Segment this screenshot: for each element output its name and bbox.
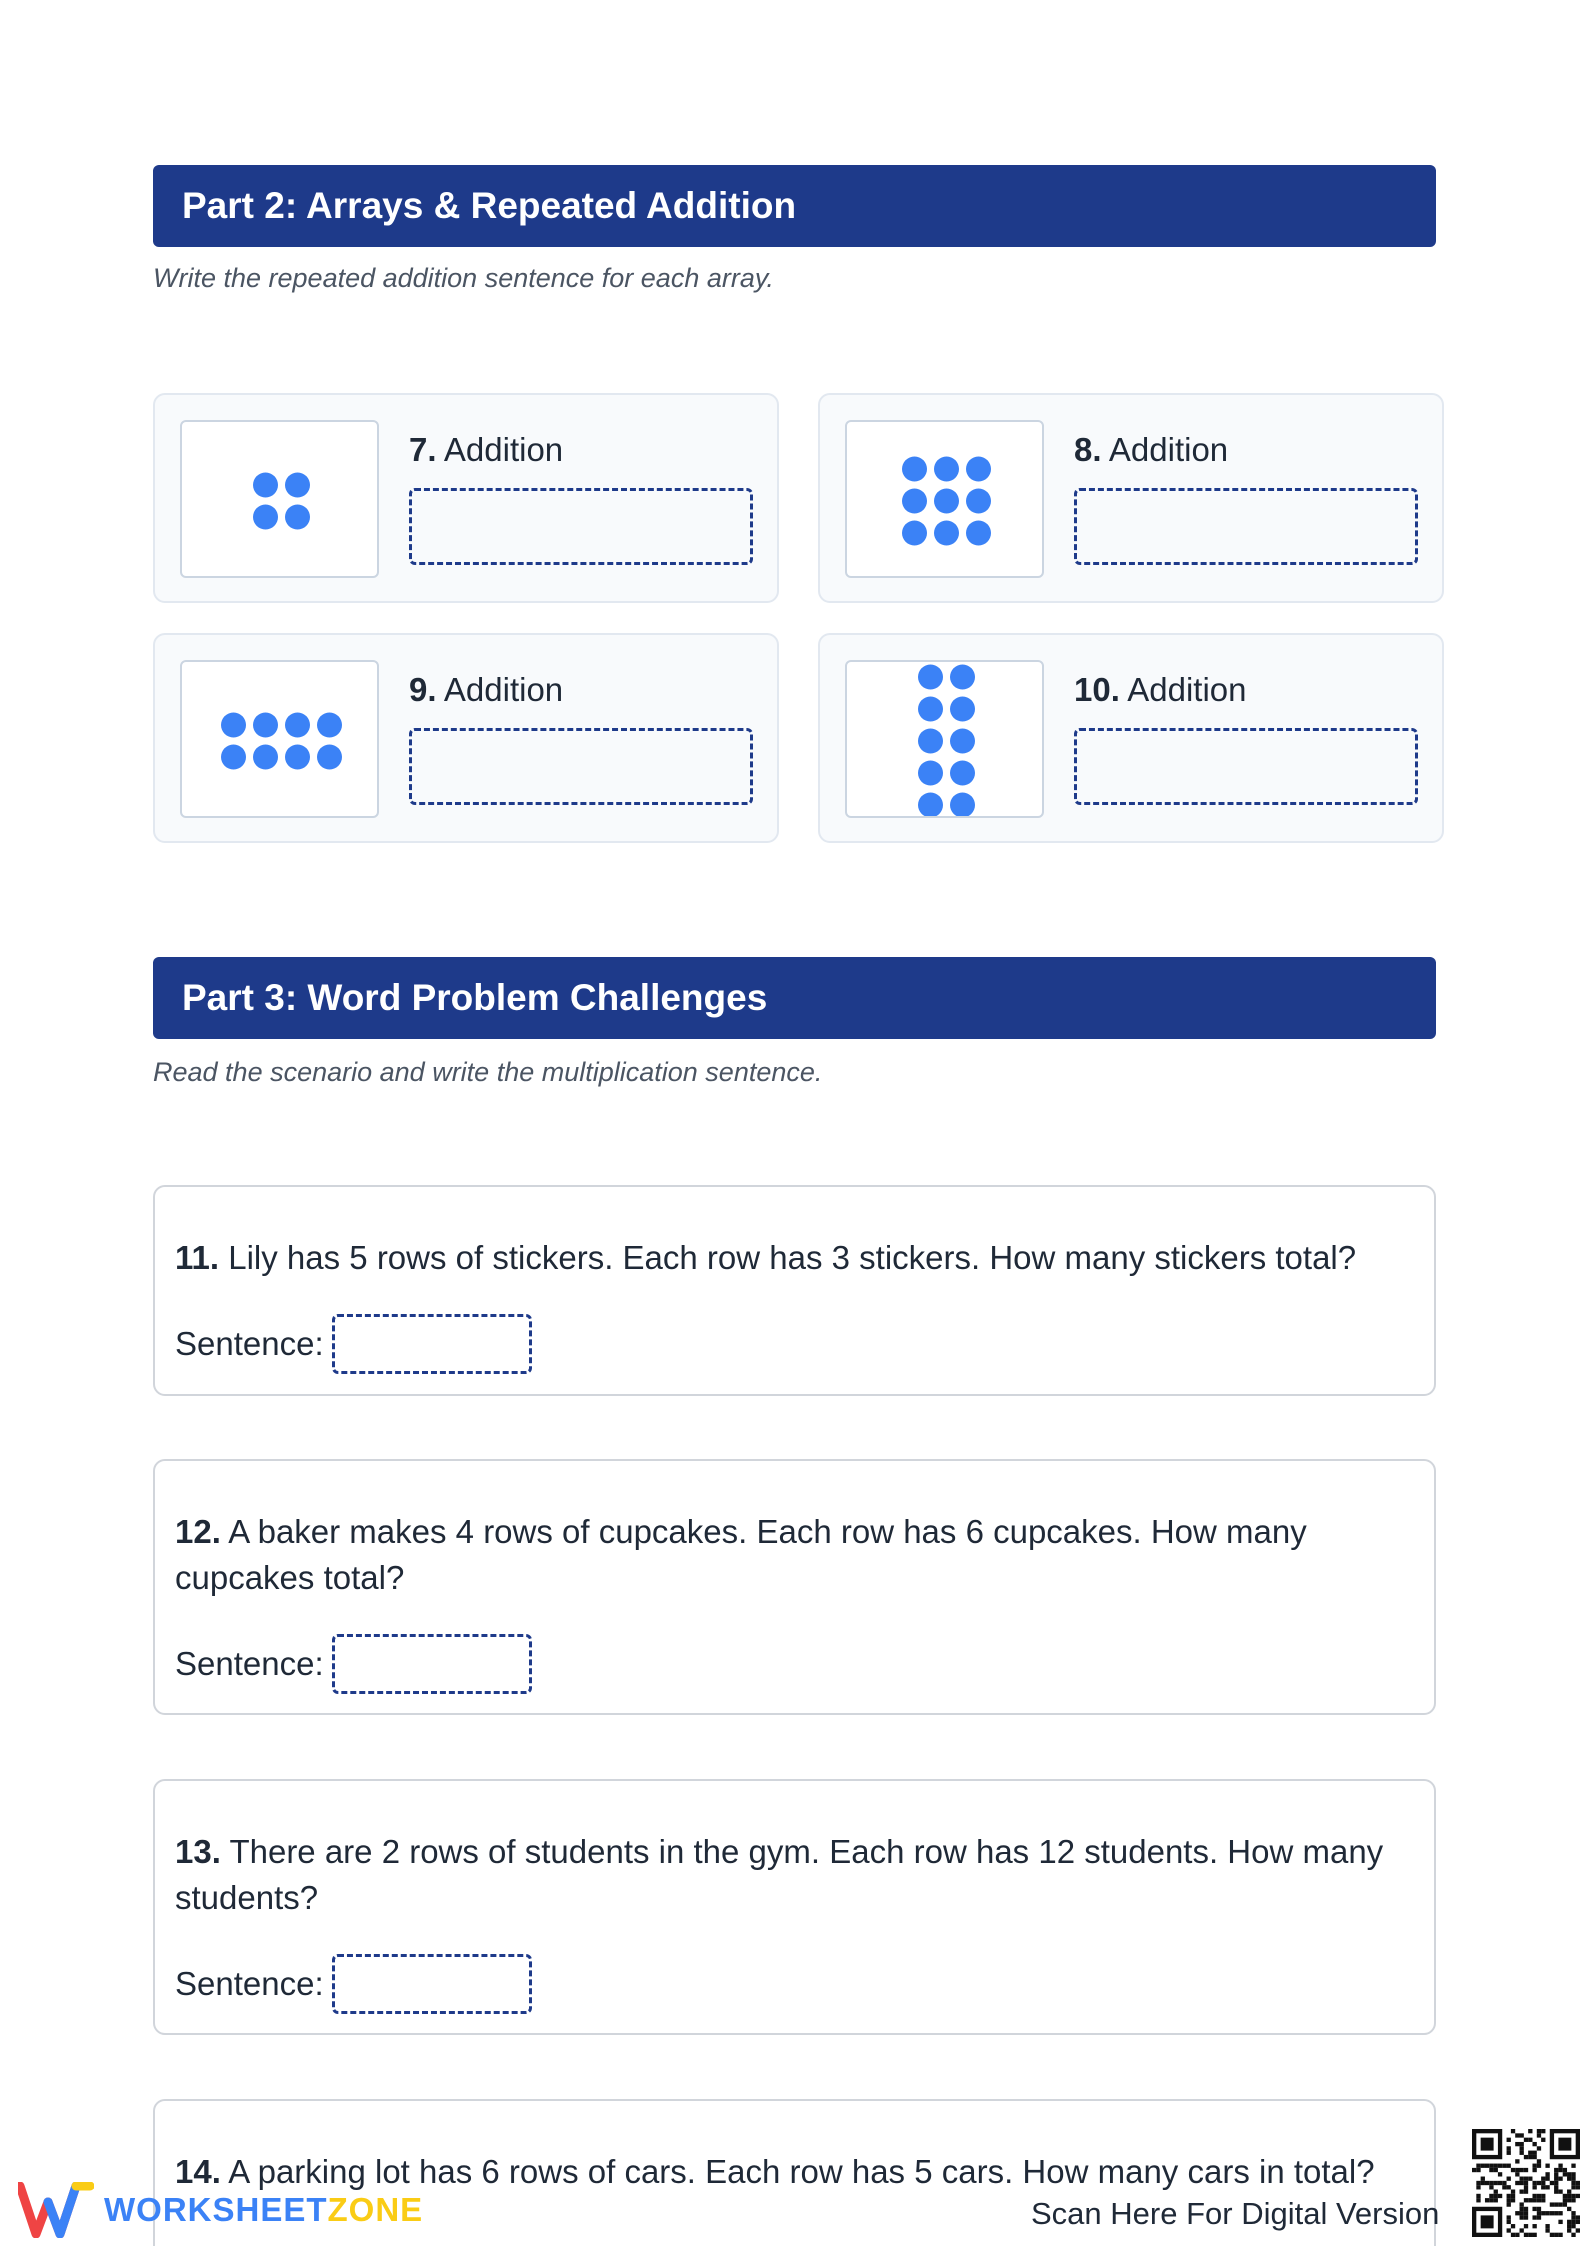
array-dot [918, 665, 943, 690]
part3-header [153, 957, 1436, 1039]
part3-title: Part 3: Word Problem Challenges [182, 977, 768, 1018]
array-image [180, 420, 379, 578]
array-dot [902, 489, 927, 514]
problem-number: 12. [175, 1513, 221, 1550]
array-dot [285, 745, 310, 770]
array-dot [934, 457, 959, 482]
array-dot [253, 745, 278, 770]
array-dot [285, 713, 310, 738]
array-dot [918, 729, 943, 754]
sentence-row [175, 1314, 532, 1374]
array-dot [221, 713, 246, 738]
array-dot [918, 697, 943, 722]
question-text: Addition [1127, 671, 1247, 708]
sentence-answer-field[interactable] [332, 1314, 532, 1374]
brand-part2: ZONE [327, 2191, 424, 2228]
answer-field[interactable] [409, 488, 753, 565]
array-dot [253, 713, 278, 738]
answer-field[interactable] [1074, 488, 1418, 565]
array-dot [950, 729, 975, 754]
array-dot [950, 665, 975, 690]
array-image [180, 660, 379, 818]
sentence-answer-field[interactable] [332, 1954, 532, 2014]
sentence-label: Sentence: [175, 1965, 324, 2002]
array-dot [317, 745, 342, 770]
array-dot [950, 697, 975, 722]
array-card-10 [818, 633, 1444, 843]
problem-number: 11. [175, 1239, 220, 1276]
array-dot [253, 505, 278, 530]
dot-array [847, 422, 1042, 576]
array-card-8 [818, 393, 1444, 603]
brand-name [104, 2191, 423, 2229]
array-dot [950, 793, 975, 817]
array-dot [934, 489, 959, 514]
dot-array [847, 662, 1042, 816]
array-dot [902, 457, 927, 482]
question-label [1074, 431, 1228, 469]
sentence-label: Sentence: [175, 1645, 324, 1682]
question-text: Addition [1108, 431, 1229, 468]
array-image [845, 660, 1044, 818]
array-dot [966, 489, 991, 514]
array-dot [221, 745, 246, 770]
answer-field[interactable] [409, 728, 753, 805]
problem-text [175, 1235, 1415, 1281]
problem-body: A baker makes 4 rows of cupcakes. Each row has 6 cupcakes. How many cupcakes total? [175, 1513, 1307, 1596]
part3-instruction: Read the scenario and write the multiplication sentence. [153, 1057, 823, 1087]
problem-body: Lily has 5 rows of stickers. Each row has 3 stickers. How many stickers total? [228, 1239, 1357, 1276]
sentence-row [175, 1634, 532, 1694]
array-dot [285, 505, 310, 530]
question-label [1074, 671, 1247, 709]
scan-instruction: Scan Here For Digital Version [1031, 2196, 1440, 2231]
word-problem-12 [153, 1459, 1436, 1715]
dot-array [182, 422, 377, 576]
array-card-7 [153, 393, 779, 603]
part2-title: Part 2: Arrays & Repeated Addition [182, 185, 797, 226]
question-number: 10. [1074, 671, 1120, 708]
logo-mark-icon [18, 2182, 94, 2238]
part2-header [153, 165, 1436, 247]
array-dot [285, 473, 310, 498]
problem-number: 14. [175, 2153, 221, 2190]
array-dot [317, 713, 342, 738]
problem-number: 13. [175, 1833, 221, 1870]
array-image [845, 420, 1044, 578]
word-problem-13 [153, 1779, 1436, 2035]
question-label [409, 671, 563, 709]
question-number: 9. [409, 671, 437, 708]
question-number: 8. [1074, 431, 1102, 468]
array-dot [934, 521, 959, 546]
array-dot [966, 457, 991, 482]
sentence-answer-field[interactable] [332, 1634, 532, 1694]
question-label [409, 431, 563, 469]
array-dot [902, 521, 927, 546]
array-dot [966, 521, 991, 546]
problem-text [175, 1509, 1415, 1601]
sentence-row [175, 1954, 532, 2014]
array-dot [918, 761, 943, 786]
problem-body: There are 2 rows of students in the gym. Each row has 12 students. How many students? [175, 1833, 1384, 1916]
part2-instruction: Write the repeated addition sentence for each array. [153, 263, 774, 293]
answer-field[interactable] [1074, 728, 1418, 805]
array-dot [253, 473, 278, 498]
brand-part1: WORKSHEET [104, 2191, 328, 2228]
sentence-label: Sentence: [175, 1325, 324, 1362]
array-card-9 [153, 633, 779, 843]
array-dot [918, 793, 943, 817]
problem-text [175, 1829, 1415, 1921]
qr-code-icon[interactable] [1472, 2129, 1580, 2237]
array-dot [950, 761, 975, 786]
problem-body: A parking lot has 6 rows of cars. Each row has 5 cars. How many cars in total? [228, 2153, 1375, 2190]
question-number: 7. [409, 431, 437, 468]
dot-array [182, 662, 377, 816]
question-text: Addition [443, 431, 564, 468]
worksheetzone-logo[interactable] [18, 2182, 423, 2238]
word-problem-11 [153, 1185, 1436, 1396]
question-text: Addition [443, 671, 564, 708]
